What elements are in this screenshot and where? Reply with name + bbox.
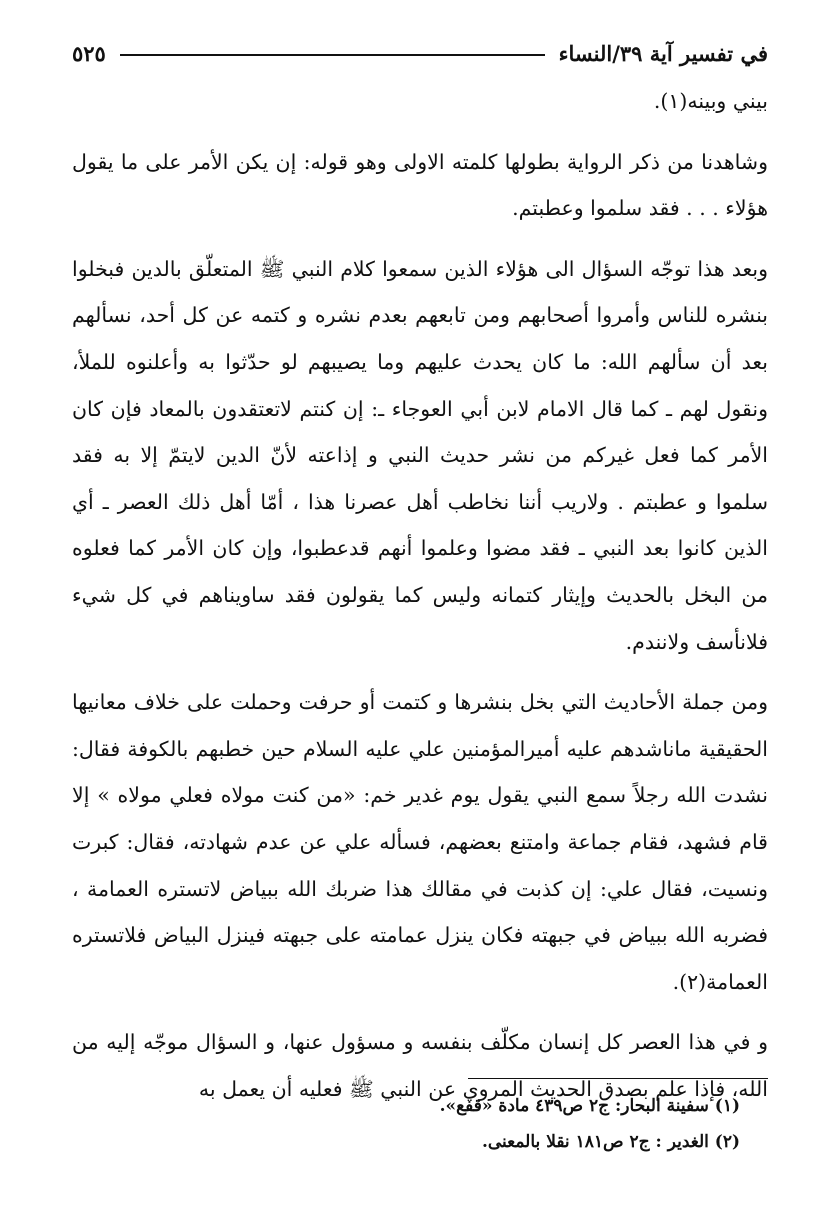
header-rule xyxy=(120,54,545,56)
paragraph-continuation: بيني وبينه(١). xyxy=(653,89,768,113)
paragraph: ومن جملة الأحاديث التي بخل بنشرها و كتمت أو حرفت وحملت على خلاف معانيها الحقيقية ماناشدهم عليه أميرالمؤمنين علي عليه السلام حين خطبهم بالكوفة فقال: نشدت الله رجلاً سمع النبي يقول يوم غدير خم: «من كنت مولاه فعلي مولاه » إلا قام فشهد، فقام جماعة وامتنع بعضهم، فسأله علي عن عدم شهادته، فقال: كبرت ونسيت، فقال علي: إن كذبت في مقالك هذا ضربك الله ببياض لاتستره العمامة ، فضربه الله ببياض في جبهته فكان ينزل عمامته على جبهته فينزل البياض فلاتستره العمامة(٢). xyxy=(72,690,768,994)
paragraph: و في هذا العصر كل إنسان مكلّف بنفسه و مسؤول عنها، و السؤال موجّه إليه من الله، فإذا علم بصدق الحديث المروي عن النبي ﷺ فعليه أن يعمل به xyxy=(72,1030,768,1101)
paragraph: وشاهدنا من ذكر الرواية بطولها كلمته الاولى وهو قوله: إن يكن الأمر على ما يقول هؤلاء . . . فقد سلموا وعطبتم. xyxy=(72,149,768,221)
page-body xyxy=(72,78,768,1112)
page-number: ٥٢٥ xyxy=(72,40,106,66)
page-header xyxy=(72,32,768,74)
footnote: (١) سفينة البحار: ج٢ ص٤٣٩ مادة «قفع». xyxy=(439,1096,740,1116)
paragraph: وبعد هذا توجّه السؤال الى هؤلاء الذين سمعوا كلام النبي ﷺ المتعلّق بالدين فبخلوا بنشره للناس وأمروا أصحابهم ومن تابعهم بعدم نشره و كتمه عن كل أحد، نسألهم بعد أن سألهم الله: ما كان يحدث عليهم وما يصيبهم لو حدّثوا به وأعلنوه للملأ، ونقول لهم ـ كما قال الامام لابن أبي العوجاء ـ: إن كنتم لاتعتقدون بالمعاد فإن كان الأمر كما فعل غيركم من نشر حديث النبي و إذاعته لأنّ الدين لايتمّ إلا به فقد سلموا و عطبتم . ولاريب أننا نخاطب أهل عصرنا هذا ، أمّا أهل ذلك العصر ـ أي الذين كانوا بعد النبي ـ فقد مضوا وعلموا أنهم قدعطبوا، وإن كان الأمر كما فعلوه من البخل بالحديث وإيثار كتمانه وليس كما يقولون فقد ساويناهم في كل شيء فلانأسف ولانندم. xyxy=(72,256,768,654)
footnote: (٢) الغدير : ج٢ ص١٨١ نقلا بالمعنى. xyxy=(481,1132,740,1152)
footnote-separator xyxy=(468,1078,768,1079)
running-title: في تفسير آية ٣٩/النساء xyxy=(558,40,768,66)
footnotes xyxy=(72,1088,740,1160)
